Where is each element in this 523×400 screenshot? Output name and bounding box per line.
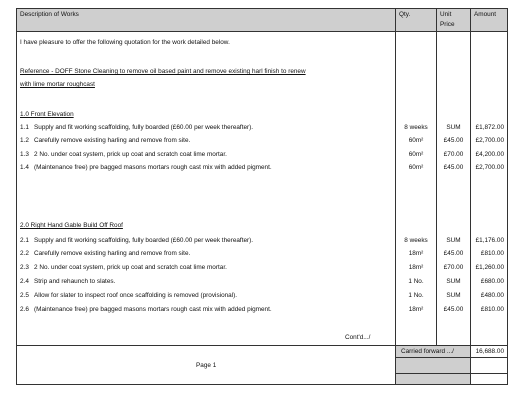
item-qty: 60m² [408, 151, 424, 158]
page-number: Page 1 [196, 362, 217, 369]
item-no: 2.2 [20, 250, 29, 257]
item-unit: £70.00 [443, 264, 464, 271]
item-unit: £45.00 [443, 306, 464, 313]
item-no: 1.2 [20, 137, 29, 144]
item-no: 1.3 [20, 151, 29, 158]
footer-shade-1 [395, 357, 470, 373]
section-title: 1.0 Front Elevation [20, 111, 74, 118]
item-amount: £4,200.00 [475, 151, 504, 158]
item-amount: £680.00 [480, 278, 504, 285]
rule-left [16, 8, 17, 385]
rule-right [507, 8, 508, 385]
item-qty: 8 weeks [404, 237, 428, 244]
item-unit: £70.00 [443, 151, 464, 158]
rule-footer-mid2 [395, 373, 507, 374]
contd-note: Cont'd.../ [345, 334, 371, 341]
rule-qty-left [395, 8, 396, 385]
item-desc: 2 No. under coat system, prick up coat and scratch coat lime mortar. [34, 264, 227, 271]
rule-top [16, 8, 507, 9]
item-qty: 60m² [408, 164, 424, 171]
item-amount: £2,700.00 [475, 164, 504, 171]
item-qty: 1 No. [408, 292, 424, 299]
item-desc: Supply and fit working scaffolding, fully boarded (£60.00 per week thereafter). [34, 124, 254, 131]
footer-shade-2 [395, 373, 470, 384]
header-amount: Amount [474, 11, 497, 18]
item-unit: SUM [446, 278, 461, 285]
carried-forward-value: 16,688.00 [475, 348, 504, 355]
item-unit: SUM [446, 292, 461, 299]
rule-body-bottom [16, 345, 507, 346]
item-amount: £810.00 [480, 306, 504, 313]
item-desc: (Maintenance free) pre bagged masons mortars rough cast mix with added pigment. [34, 306, 272, 313]
item-qty: 60m² [408, 137, 424, 144]
item-desc: Supply and fit working scaffolding, fully boarded (£60.00 per week thereafter). [34, 237, 254, 244]
rule-amount-left [470, 8, 471, 385]
header-row-shade [16, 8, 507, 31]
rule-footer-bottom [16, 384, 507, 385]
header-unit-price-2: Price [440, 21, 455, 28]
item-no: 1.4 [20, 164, 29, 171]
item-amount: £1,260.00 [475, 264, 504, 271]
item-desc: Carefully remove existing harling and remove from site. [34, 250, 191, 257]
item-no: 1.1 [20, 124, 29, 131]
item-unit: SUM [446, 124, 461, 131]
item-qty: 18m² [408, 264, 424, 271]
item-qty: 18m² [408, 250, 424, 257]
item-desc: 2 No. under coat system, prick up coat and scratch coat lime mortar. [34, 151, 227, 158]
item-amount: £810.00 [480, 250, 504, 257]
item-qty: 8 weeks [404, 124, 428, 131]
header-description: Description of Works [20, 11, 79, 18]
item-amount: £1,176.00 [475, 237, 504, 244]
item-no: 2.6 [20, 306, 29, 313]
item-desc: Allow for slater to inspect roof once scaffolding is removed (provisional). [34, 292, 238, 299]
item-no: 2.1 [20, 237, 29, 244]
item-no: 2.4 [20, 278, 29, 285]
reference-line-2: with lime mortar roughcast [20, 81, 95, 88]
rule-footer-mid1 [395, 357, 507, 358]
item-amount: £2,700.00 [475, 137, 504, 144]
carried-forward-label: Carried forward .../ [401, 348, 454, 355]
intro-text: I have pleasure to offer the following quotation for the work detailed below. [20, 39, 230, 46]
item-no: 2.3 [20, 264, 29, 271]
item-qty: 18m² [408, 306, 424, 313]
item-desc: Carefully remove existing harling and remove from site. [34, 137, 191, 144]
reference-line-1: Reference - DOFF Stone Cleaning to remove oil based paint and remove existing harl finish to renew [20, 68, 306, 75]
header-unit-price-1: Unit [440, 11, 452, 18]
item-unit: £45.00 [443, 164, 464, 171]
item-desc: (Maintenance free) pre bagged masons mortars rough cast mix with added pigment. [34, 164, 272, 171]
item-amount: £1,872.00 [475, 124, 504, 131]
item-unit: £45.00 [443, 250, 464, 257]
item-desc: Strip and rehaunch to slates. [34, 278, 116, 285]
item-qty: 1 No. [408, 278, 424, 285]
item-no: 2.5 [20, 292, 29, 299]
header-qty: Qty. [399, 11, 411, 18]
rule-header-bottom [16, 31, 507, 32]
item-amount: £480.00 [480, 292, 504, 299]
item-unit: £45.00 [443, 137, 464, 144]
item-unit: SUM [446, 237, 461, 244]
section-title: 2.0 Right Hand Gable Build Off Roof [20, 222, 123, 229]
